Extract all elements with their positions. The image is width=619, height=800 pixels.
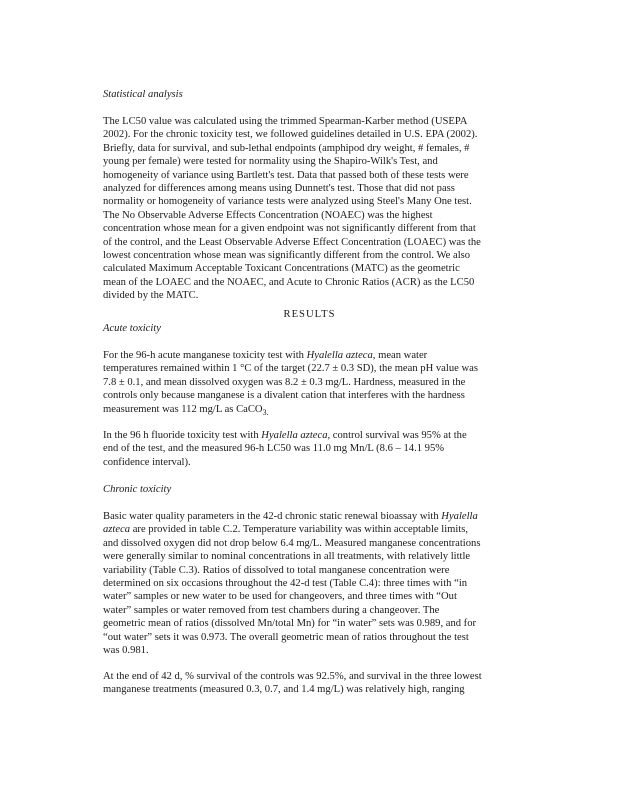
chronic-paragraph-2: At the end of 42 d, % survival of the controls was 92.5%, and survival in the three lowest manganese treatments (measured 0.3, 0.7, and 1.4 mg/L) was relatively high, ranging [103, 671, 482, 696]
acute-paragraph-1: For the 96-h acute manganese toxicity test with Hyalella azteca, mean water temperatures remained within 1 °C of the target (22.7 ± 0.3 SD), the mean pH value was 7.8 ± 0.1, and mean dissolved oxygen was 8.2 ± 0.3 mg/L. Hardness, measured in the controls only because manganese is a divalent cation that interferes with the hardness measurement was 112 mg/L as CaCO$_{3.}$ [103, 350, 478, 417]
statistical-analysis-heading: Statistical analysis [103, 89, 183, 100]
results-heading: RESULTS [283, 309, 336, 320]
chronic-toxicity-heading: Chronic toxicity [103, 484, 172, 495]
statistical-analysis-paragraph: The LC50 value was calculated using the trimmed Spearman-Karber method (USEPA 2002). For the chronic toxicity test, we followed guidelines detailed in U.S. EPA (2002). Briefly, data for survival, and sub-lethal endpoints (amphipod dry weight, # females, # young per female) were tested for normality using the Shapiro-Wilk's Test, and homogeneity of variance using Bartlett's test. Data that passed both of these tests were analyzed for differences among means using Dunnett's test. Those that did not pass normality or homogeneity of variance tests were analyzed using Steel's Many One test. The No Observable Adverse Effects Concentration (NOAEC) was the highest concentration whose mean for a given endpoint was not significantly different from that of the control, and the Least Observable Adverse Effect Concentration (LOAEC) was the lowest concentration whose mean was significantly different from the control. We also calculated Maximum Acceptable Toxicant Concentrations (MATC) as the geometric mean of the LOAEC and the NOAEC, and Acute to Chronic Ratios (ACR) as the LC50 divided by the MATC. [103, 116, 481, 302]
chronic-paragraph-1: Basic water quality parameters in the 42-d chronic static renewal bioassay with Hyalella azteca are provided in table C.2. Temperature variability was within acceptable limits, and dissolved oxygen did not drop below 6.4 mg/L. Measured manganese concentrations were generally similar to nominal concentrations in all treatments, with relatively little variability (Table C.3). Ratios of dissolved to total manganese concentration were determined on six occasions throughout the 42-d test (Table C.4): three times with “in water” samples or new water to be used for changeovers, and three times with “Out water” samples or water removed from test chambers during a changeover. The geometric mean of ratios (dissolved Mn/total Mn) for “in water” sets was 0.989, and for “out water” sets it was 0.973. The overall geometric mean of ratios throughout the test was 0.981. [103, 511, 481, 657]
acute-paragraph-2: In the 96 h fluoride toxicity test with Hyalella azteca, control survival was 95% at the end of the test, and the measured 96-h LC50 was 11.0 mg Mn/L (8.6 – 14.1 95% confidence interval). [103, 430, 467, 468]
acute-toxicity-heading: Acute toxicity [103, 323, 161, 334]
